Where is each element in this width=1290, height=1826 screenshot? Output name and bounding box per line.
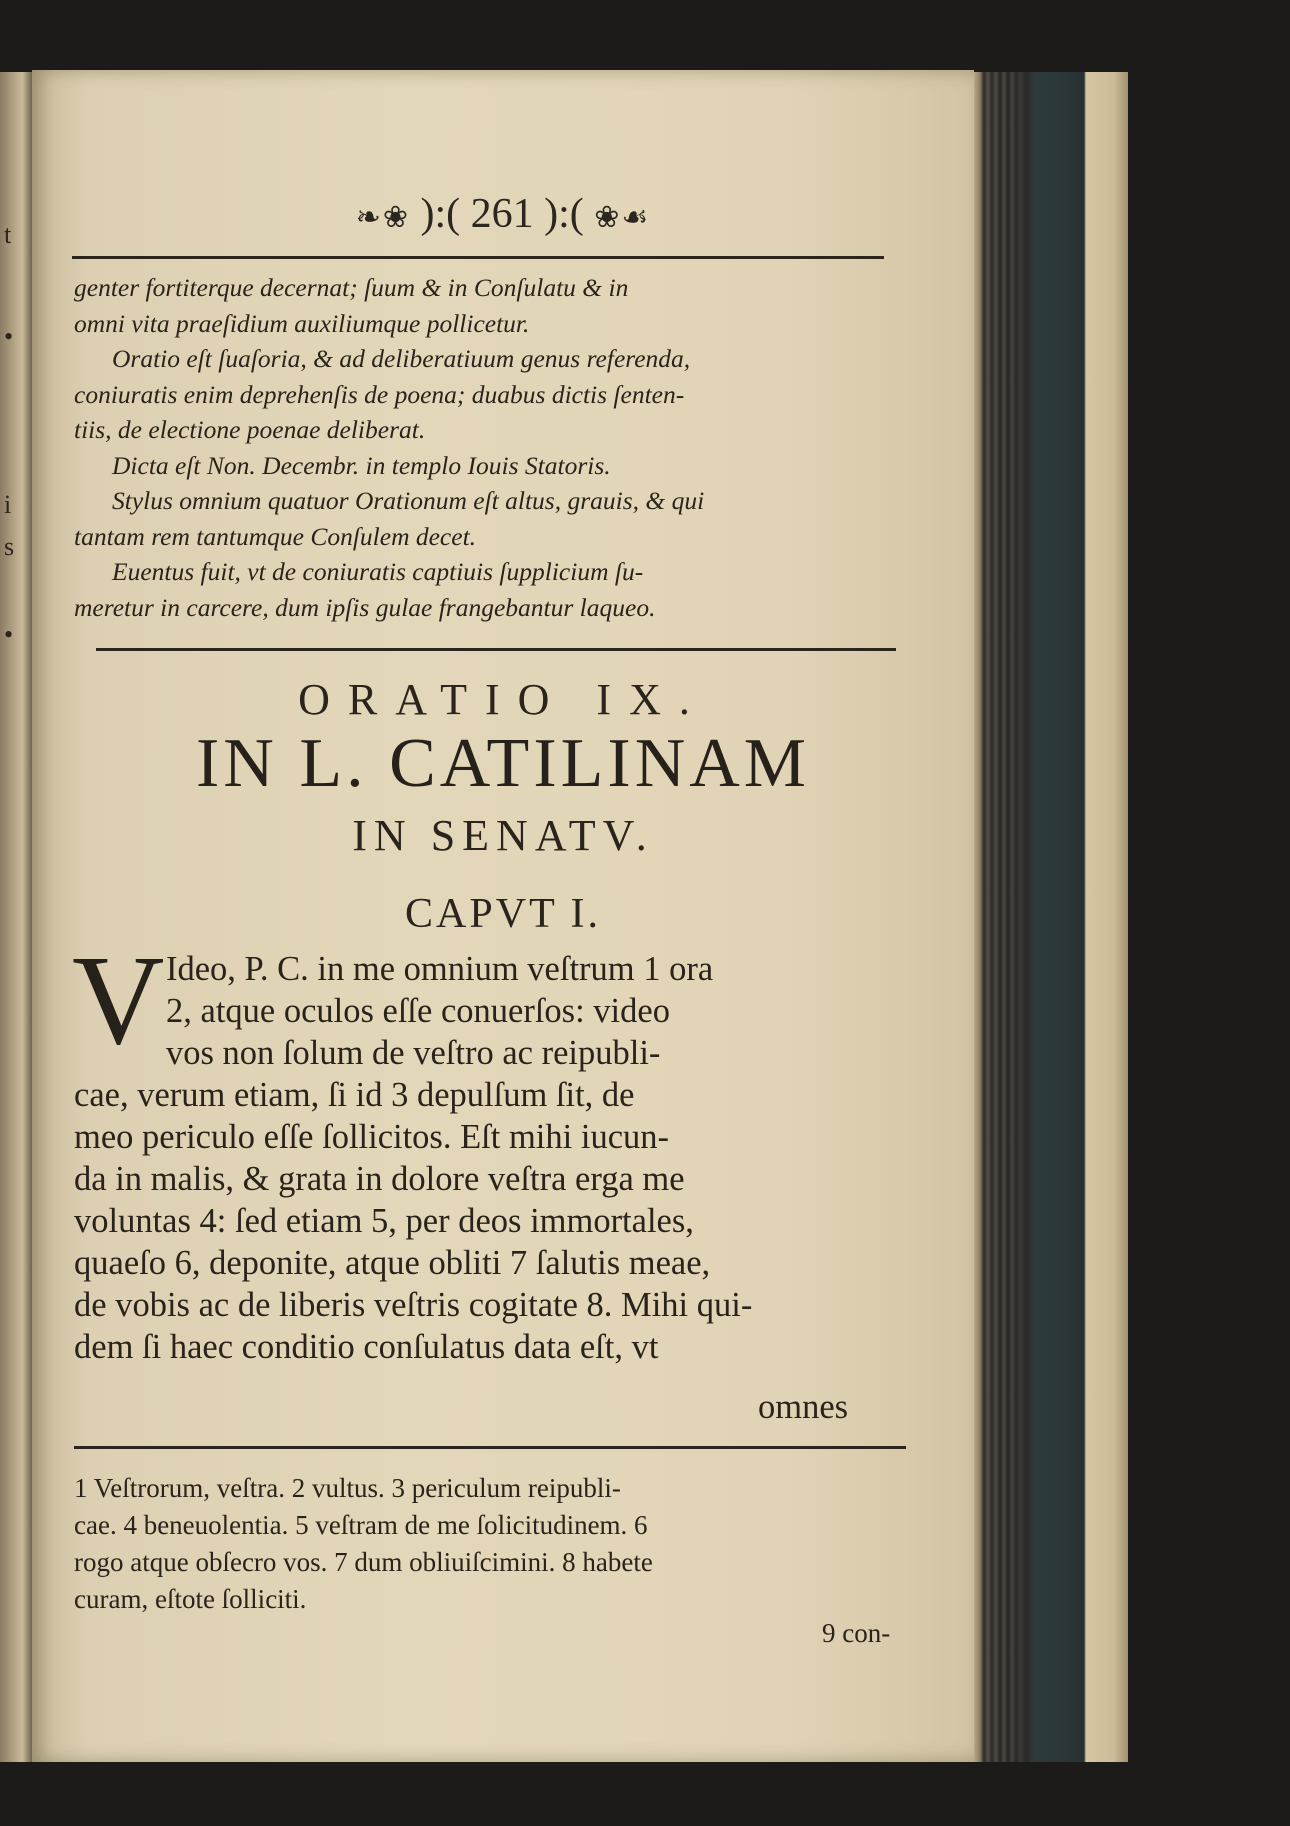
- footnote-line: rogo atque obſecro vos. 7 dum obliuiſcimini. 8 habete: [74, 1547, 653, 1577]
- footnote-line: curam, eſtote ſolliciti.: [74, 1584, 307, 1614]
- body-line: meo periculo eſſe ſollicitos. Eſt mihi iucun-: [74, 1118, 669, 1156]
- margin-mark: s: [4, 532, 15, 561]
- section-rule: [96, 648, 896, 651]
- footnote-line: cae. 4 beneuolentia. 5 veſtram de me ſolicitudinem. 6: [74, 1510, 648, 1540]
- body-line: da in malis, & grata in dolore veſtra erga me: [74, 1160, 685, 1198]
- footnote-line: 1 Veſtrorum, veſtra. 2 vultus. 3 periculum reipubli-: [74, 1473, 621, 1503]
- body-line: quaeſo 6, deponite, atque obliti 7 ſalutis meae,: [74, 1244, 711, 1282]
- margin-mark: •: [4, 620, 14, 649]
- preface-line: omni vita praeſidium auxiliumque pollicetur.: [74, 308, 530, 338]
- footnotes: [74, 1470, 914, 1618]
- body-line: 2, atque oculos eſſe conuerſos: video: [166, 992, 670, 1030]
- page-number: ):( 261 ):(: [420, 191, 584, 237]
- book-page-edges: [974, 72, 1128, 1762]
- body-line: dem ſi haec conditio conſulatus data eſt, vt: [74, 1328, 659, 1366]
- ornament-right-icon: ❀☙: [594, 201, 651, 234]
- body-line: cae, verum etiam, ſi id 3 depulſum ſit, de: [74, 1076, 635, 1114]
- ornament-left-icon: ❧❀: [355, 201, 410, 234]
- preface-line: tiis, de electione poenae deliberat.: [74, 415, 426, 444]
- body-line: de vobis ac de liberis veſtris cogitate 8. Mihi qui-: [74, 1286, 753, 1324]
- body-line: vos non ſolum de veſtro ac reipubli-: [166, 1034, 661, 1072]
- footnote-rule: [74, 1446, 906, 1449]
- body-line: voluntas 4: ſed etiam 5, per deos immortales,: [74, 1202, 694, 1240]
- oration-number: ORATIO IX.: [298, 675, 708, 724]
- preface-line: Stylus omnium quatuor Orationum eſt altus, grauis, & qui: [112, 486, 705, 515]
- preface-line: coniuratis enim deprehenſis de poena; duabus dictis ſenten-: [74, 379, 685, 409]
- preface-line: Euentus fuit, vt de coniuratis captiuis ſupplicium ſu-: [112, 557, 644, 586]
- header-rule: [72, 256, 884, 259]
- preface-line: meretur in carcere, dum ipſis gulae frangebantur laqueo.: [74, 592, 656, 622]
- catchword: omnes: [758, 1388, 849, 1426]
- drop-cap: V: [72, 929, 165, 1071]
- facing-page-edge: [0, 72, 32, 1762]
- preface-line: genter fortiterque decernat; ſuum & in Conſulatu & in: [74, 273, 629, 302]
- margin-mark: i: [4, 490, 12, 519]
- preface-line: tantam rem tantumque Conſulem decet.: [74, 521, 477, 551]
- margin-mark: t: [4, 220, 12, 249]
- oration-title: IN L. CATILINAM: [195, 725, 811, 802]
- margin-mark: •: [4, 322, 14, 351]
- chapter-heading: CAPVT I.: [405, 891, 601, 937]
- argument-preface: [74, 270, 904, 625]
- body-line: Ideo, P. C. in me omnium veſtrum 1 ora: [166, 950, 714, 988]
- oration-place: IN SENATV.: [352, 811, 654, 860]
- preface-line: Dicta eſt Non. Decembr. in templo Iouis Statoris.: [112, 450, 611, 480]
- running-head: [32, 190, 974, 238]
- signature-catchword: 9 con-: [822, 1618, 891, 1648]
- book-page: [32, 70, 974, 1762]
- preface-line: Oratio eſt ſuaſoria, & ad deliberatiuum genus referenda,: [112, 344, 691, 373]
